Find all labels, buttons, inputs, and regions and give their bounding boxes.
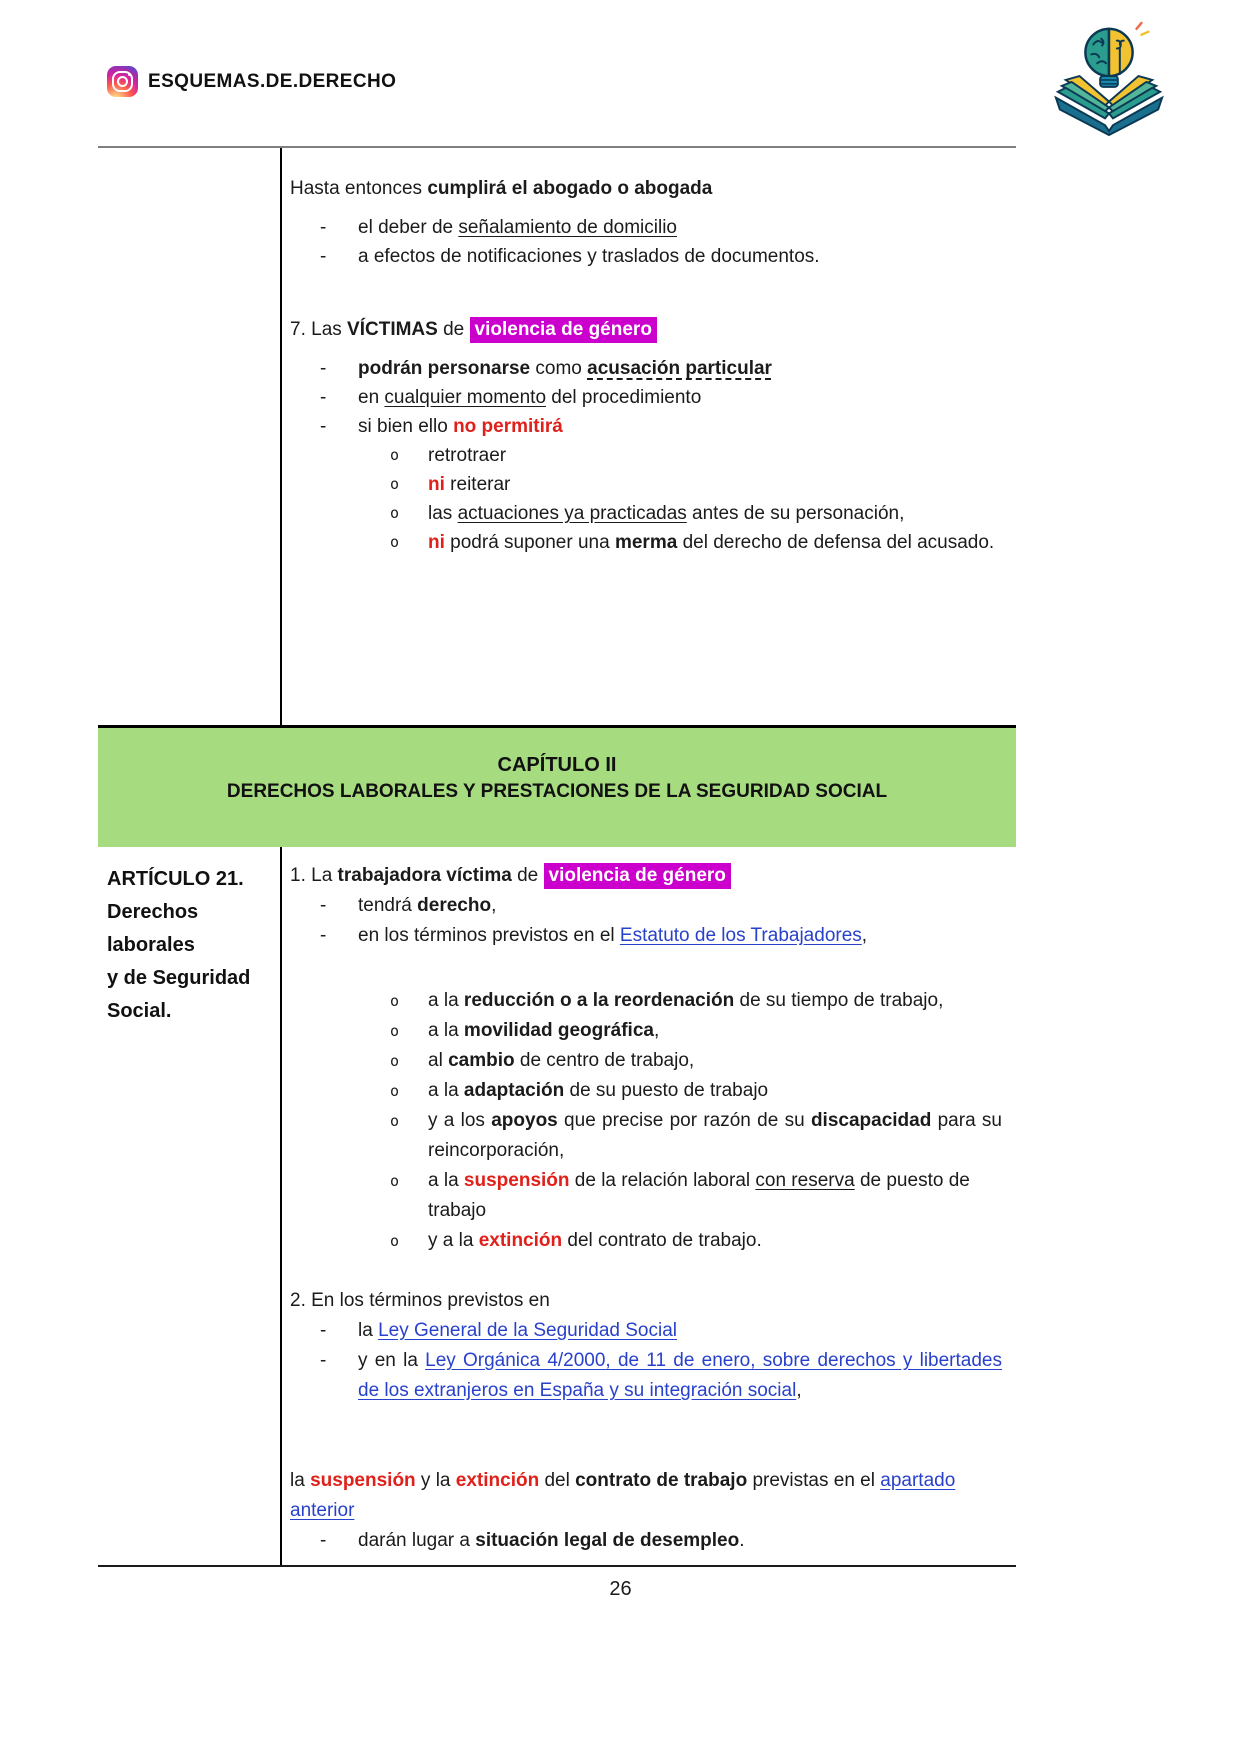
text-run: de puesto de trabajo bbox=[428, 1170, 970, 1221]
text-run: antes de su personación, bbox=[686, 503, 905, 524]
dash-bullet: - bbox=[320, 217, 327, 238]
dash-bullet: - bbox=[320, 1320, 327, 1341]
text-run: suspensión bbox=[310, 1470, 416, 1491]
dash-bullet: - bbox=[320, 387, 327, 408]
text-run: acusación particular bbox=[587, 358, 772, 379]
text-run: retrotraer bbox=[428, 445, 507, 466]
text-run: para su reincorporación, bbox=[428, 1110, 1003, 1161]
text-run: ni bbox=[428, 474, 445, 495]
list-item bbox=[290, 1316, 1002, 1346]
text-line bbox=[107, 896, 274, 962]
text-run: reducción o a la reordenación bbox=[463, 990, 735, 1011]
instagram-icon bbox=[107, 66, 138, 97]
text-run: y en la bbox=[358, 1350, 426, 1371]
line-content bbox=[428, 499, 1002, 528]
text-run: el deber de bbox=[358, 217, 459, 238]
text-line bbox=[290, 315, 1002, 344]
text-run: contrato de trabajo bbox=[575, 1470, 748, 1491]
text-run: si bien ello bbox=[358, 416, 454, 437]
section-victims-row bbox=[98, 148, 1016, 725]
text-run: extinción bbox=[478, 1230, 563, 1251]
circle-bullet: o bbox=[390, 475, 400, 493]
line-content bbox=[428, 986, 1002, 1016]
text-run: a efectos de notificaciones y traslados de documentos. bbox=[358, 246, 820, 267]
dash-bullet: - bbox=[320, 246, 327, 267]
text-run: al bbox=[428, 1050, 449, 1071]
list-item bbox=[290, 1166, 1002, 1226]
text-run: Hasta entonces bbox=[290, 178, 428, 199]
line-content bbox=[107, 995, 274, 1028]
dash-bullet: - bbox=[320, 925, 327, 946]
list-item bbox=[290, 986, 1002, 1016]
text-run: a la bbox=[428, 1080, 464, 1101]
dash-bullet: - bbox=[320, 1350, 327, 1371]
list-item bbox=[290, 1106, 1002, 1166]
text-run: como bbox=[530, 358, 588, 379]
line-content bbox=[428, 1226, 1002, 1256]
text-run: de la relación laboral bbox=[569, 1170, 756, 1191]
list-item bbox=[290, 213, 1002, 242]
text-run: cualquier momento bbox=[384, 387, 547, 408]
inline-link[interactable]: apartado anterior bbox=[290, 1470, 956, 1521]
list-item bbox=[290, 470, 1002, 499]
empty-label-cell bbox=[98, 148, 282, 725]
list-item bbox=[290, 1226, 1002, 1256]
text-run: de centro de trabajo, bbox=[514, 1050, 695, 1071]
chapter-banner bbox=[98, 725, 1016, 847]
list-item bbox=[290, 383, 1002, 412]
circle-bullet: o bbox=[390, 533, 400, 551]
line-content bbox=[428, 1076, 1002, 1106]
text-run: señalamiento de domicilio bbox=[458, 217, 677, 238]
text-run: derecho bbox=[417, 895, 492, 916]
dash-bullet: - bbox=[320, 1530, 327, 1551]
circle-bullet: o bbox=[390, 1082, 400, 1100]
text-run: , bbox=[796, 1380, 802, 1401]
chapter-subtitle: DERECHOS LABORALES Y PRESTACIONES DE LA SEGURIDAD SOCIAL bbox=[226, 781, 888, 802]
text-run: ni bbox=[428, 532, 445, 553]
line-content bbox=[290, 1466, 1002, 1526]
text-run: . bbox=[739, 1530, 745, 1551]
text-line bbox=[290, 174, 1002, 203]
line-content bbox=[290, 861, 1002, 891]
circle-bullet: o bbox=[390, 992, 400, 1010]
text-run: VÍCTIMAS bbox=[347, 319, 438, 340]
text-run: suspensión bbox=[463, 1170, 570, 1191]
brain-book-logo bbox=[1050, 18, 1168, 138]
text-run: podrán personarse bbox=[358, 358, 531, 379]
text-run: de bbox=[511, 865, 544, 886]
text-run: 1. La bbox=[290, 865, 338, 886]
inline-link[interactable]: Ley General de la Seguridad Social bbox=[378, 1320, 677, 1341]
line-content bbox=[107, 962, 274, 995]
line-content bbox=[358, 242, 1002, 271]
text-run: trabajadora víctima bbox=[337, 865, 512, 886]
text-line bbox=[107, 995, 274, 1028]
content-table bbox=[98, 146, 1016, 1567]
dash-bullet: - bbox=[320, 416, 327, 437]
dash-bullet: - bbox=[320, 358, 327, 379]
line-content bbox=[358, 1316, 1002, 1346]
text-run: de su tiempo de trabajo, bbox=[734, 990, 944, 1011]
circle-bullet: o bbox=[390, 1052, 400, 1070]
circle-bullet: o bbox=[390, 1232, 400, 1250]
circle-bullet: o bbox=[390, 504, 400, 522]
list-item bbox=[290, 1346, 1002, 1406]
line-content bbox=[358, 412, 1002, 441]
text-run: a la bbox=[428, 1020, 464, 1041]
text-run: y a los bbox=[428, 1110, 492, 1131]
text-line bbox=[290, 861, 1002, 891]
page-number: 26 bbox=[609, 1578, 632, 1600]
text-run: en bbox=[358, 387, 385, 408]
text-run: actuaciones ya practicadas bbox=[457, 503, 687, 524]
chapter-title: CAPÍTULO II bbox=[497, 754, 617, 776]
text-run: del procedimiento bbox=[546, 387, 702, 408]
list-item bbox=[290, 1076, 1002, 1106]
line-content bbox=[358, 921, 1002, 951]
text-line bbox=[107, 863, 274, 896]
text-line bbox=[290, 1466, 1002, 1526]
list-item bbox=[290, 441, 1002, 470]
brand-name: ESQUEMAS.DE.DERECHO bbox=[148, 70, 397, 92]
dash-bullet: - bbox=[320, 895, 327, 916]
text-run: no permitirá bbox=[453, 416, 563, 437]
circle-bullet: o bbox=[390, 1112, 400, 1130]
list-item bbox=[290, 499, 1002, 528]
line-content bbox=[290, 174, 1002, 203]
line-content bbox=[428, 1166, 1002, 1226]
text-run: con reserva bbox=[755, 1170, 855, 1191]
text-run: merma bbox=[614, 532, 678, 553]
list-item bbox=[290, 528, 1002, 557]
text-run: la bbox=[290, 1470, 311, 1491]
line-content bbox=[358, 1346, 1002, 1406]
circle-bullet: o bbox=[390, 1172, 400, 1190]
text-run: 2. En los términos previstos en bbox=[290, 1290, 550, 1311]
line-content bbox=[358, 354, 1002, 383]
circle-bullet: o bbox=[390, 446, 400, 464]
text-run: a la bbox=[428, 1170, 464, 1191]
text-run: las bbox=[428, 503, 458, 524]
text-line bbox=[107, 962, 274, 995]
text-run: , bbox=[653, 1020, 660, 1041]
text-run: del derecho de defensa del acusado. bbox=[677, 532, 995, 553]
list-item bbox=[290, 354, 1002, 383]
list-item bbox=[290, 1016, 1002, 1046]
list-item bbox=[290, 921, 1002, 951]
text-run: y de Seguridad bbox=[107, 967, 251, 989]
text-run: podrá suponer una bbox=[444, 532, 615, 553]
text-run: la bbox=[358, 1320, 379, 1341]
list-item bbox=[290, 412, 1002, 441]
text-run: y a la bbox=[428, 1230, 479, 1251]
circle-bullet: o bbox=[390, 1022, 400, 1040]
text-run: darán lugar a bbox=[358, 1530, 476, 1551]
line-content bbox=[428, 441, 1002, 470]
line-content bbox=[428, 470, 1002, 499]
line-content bbox=[358, 383, 1002, 412]
text-run: de su puesto de trabajo bbox=[564, 1080, 769, 1101]
text-run: ARTÍCULO 21. bbox=[107, 868, 244, 890]
text-run: Derechos laborales bbox=[107, 901, 199, 956]
brand bbox=[107, 66, 396, 97]
text-run: , bbox=[861, 925, 868, 946]
line-content bbox=[428, 1106, 1002, 1166]
inline-link[interactable]: Ley Orgánica 4/2000, de 11 de enero, sobre derechos y libertades de los extranjeros en España y su integración social bbox=[358, 1350, 1002, 1401]
text-run: cambio bbox=[448, 1050, 515, 1071]
text-run: , bbox=[491, 895, 497, 916]
text-run: adaptación bbox=[463, 1080, 565, 1101]
text-run: en los términos previstos en el bbox=[358, 925, 620, 946]
line-content bbox=[428, 1016, 1002, 1046]
list-item bbox=[290, 1526, 1002, 1556]
line-content bbox=[290, 315, 1002, 344]
section-victims-content bbox=[282, 148, 1016, 725]
article-21-content bbox=[282, 847, 1016, 1565]
text-run: 7. Las bbox=[290, 319, 348, 340]
text-run: que precise por razón de su bbox=[557, 1110, 811, 1131]
text-run: extinción bbox=[455, 1470, 540, 1491]
highlighted-text: violencia de género bbox=[470, 317, 657, 343]
text-run: reiterar bbox=[444, 474, 511, 495]
inline-link[interactable]: Estatuto de los Trabajadores bbox=[619, 925, 862, 946]
text-run: cumplirá el abogado o abogada bbox=[427, 178, 713, 199]
list-item bbox=[290, 1046, 1002, 1076]
text-run: Social. bbox=[107, 1000, 172, 1022]
text-run: apoyos bbox=[491, 1110, 558, 1131]
line-content bbox=[107, 863, 274, 896]
page-header bbox=[0, 0, 1241, 146]
line-content bbox=[358, 213, 1002, 242]
text-run: del bbox=[539, 1470, 576, 1491]
line-content bbox=[428, 528, 1002, 557]
highlighted-text: violencia de género bbox=[544, 863, 731, 889]
text-run: y la bbox=[415, 1470, 456, 1491]
text-run: del contrato de trabajo. bbox=[562, 1230, 762, 1251]
line-content bbox=[358, 1526, 1002, 1556]
list-item bbox=[290, 891, 1002, 921]
article-21-label bbox=[98, 847, 282, 1565]
text-line bbox=[290, 1286, 1002, 1316]
text-run: de bbox=[437, 319, 470, 340]
line-content bbox=[428, 1046, 1002, 1076]
line-content bbox=[358, 891, 1002, 921]
article-21-row bbox=[98, 847, 1016, 1565]
text-run: movilidad geográfica bbox=[463, 1020, 654, 1041]
list-item bbox=[290, 242, 1002, 271]
line-content bbox=[107, 896, 274, 962]
text-run: situación legal de desempleo bbox=[475, 1530, 740, 1551]
text-run: tendrá bbox=[358, 895, 418, 916]
text-run: discapacidad bbox=[810, 1110, 932, 1131]
text-run: a la bbox=[428, 990, 464, 1011]
text-run: previstas en el bbox=[747, 1470, 881, 1491]
line-content bbox=[290, 1286, 1002, 1316]
